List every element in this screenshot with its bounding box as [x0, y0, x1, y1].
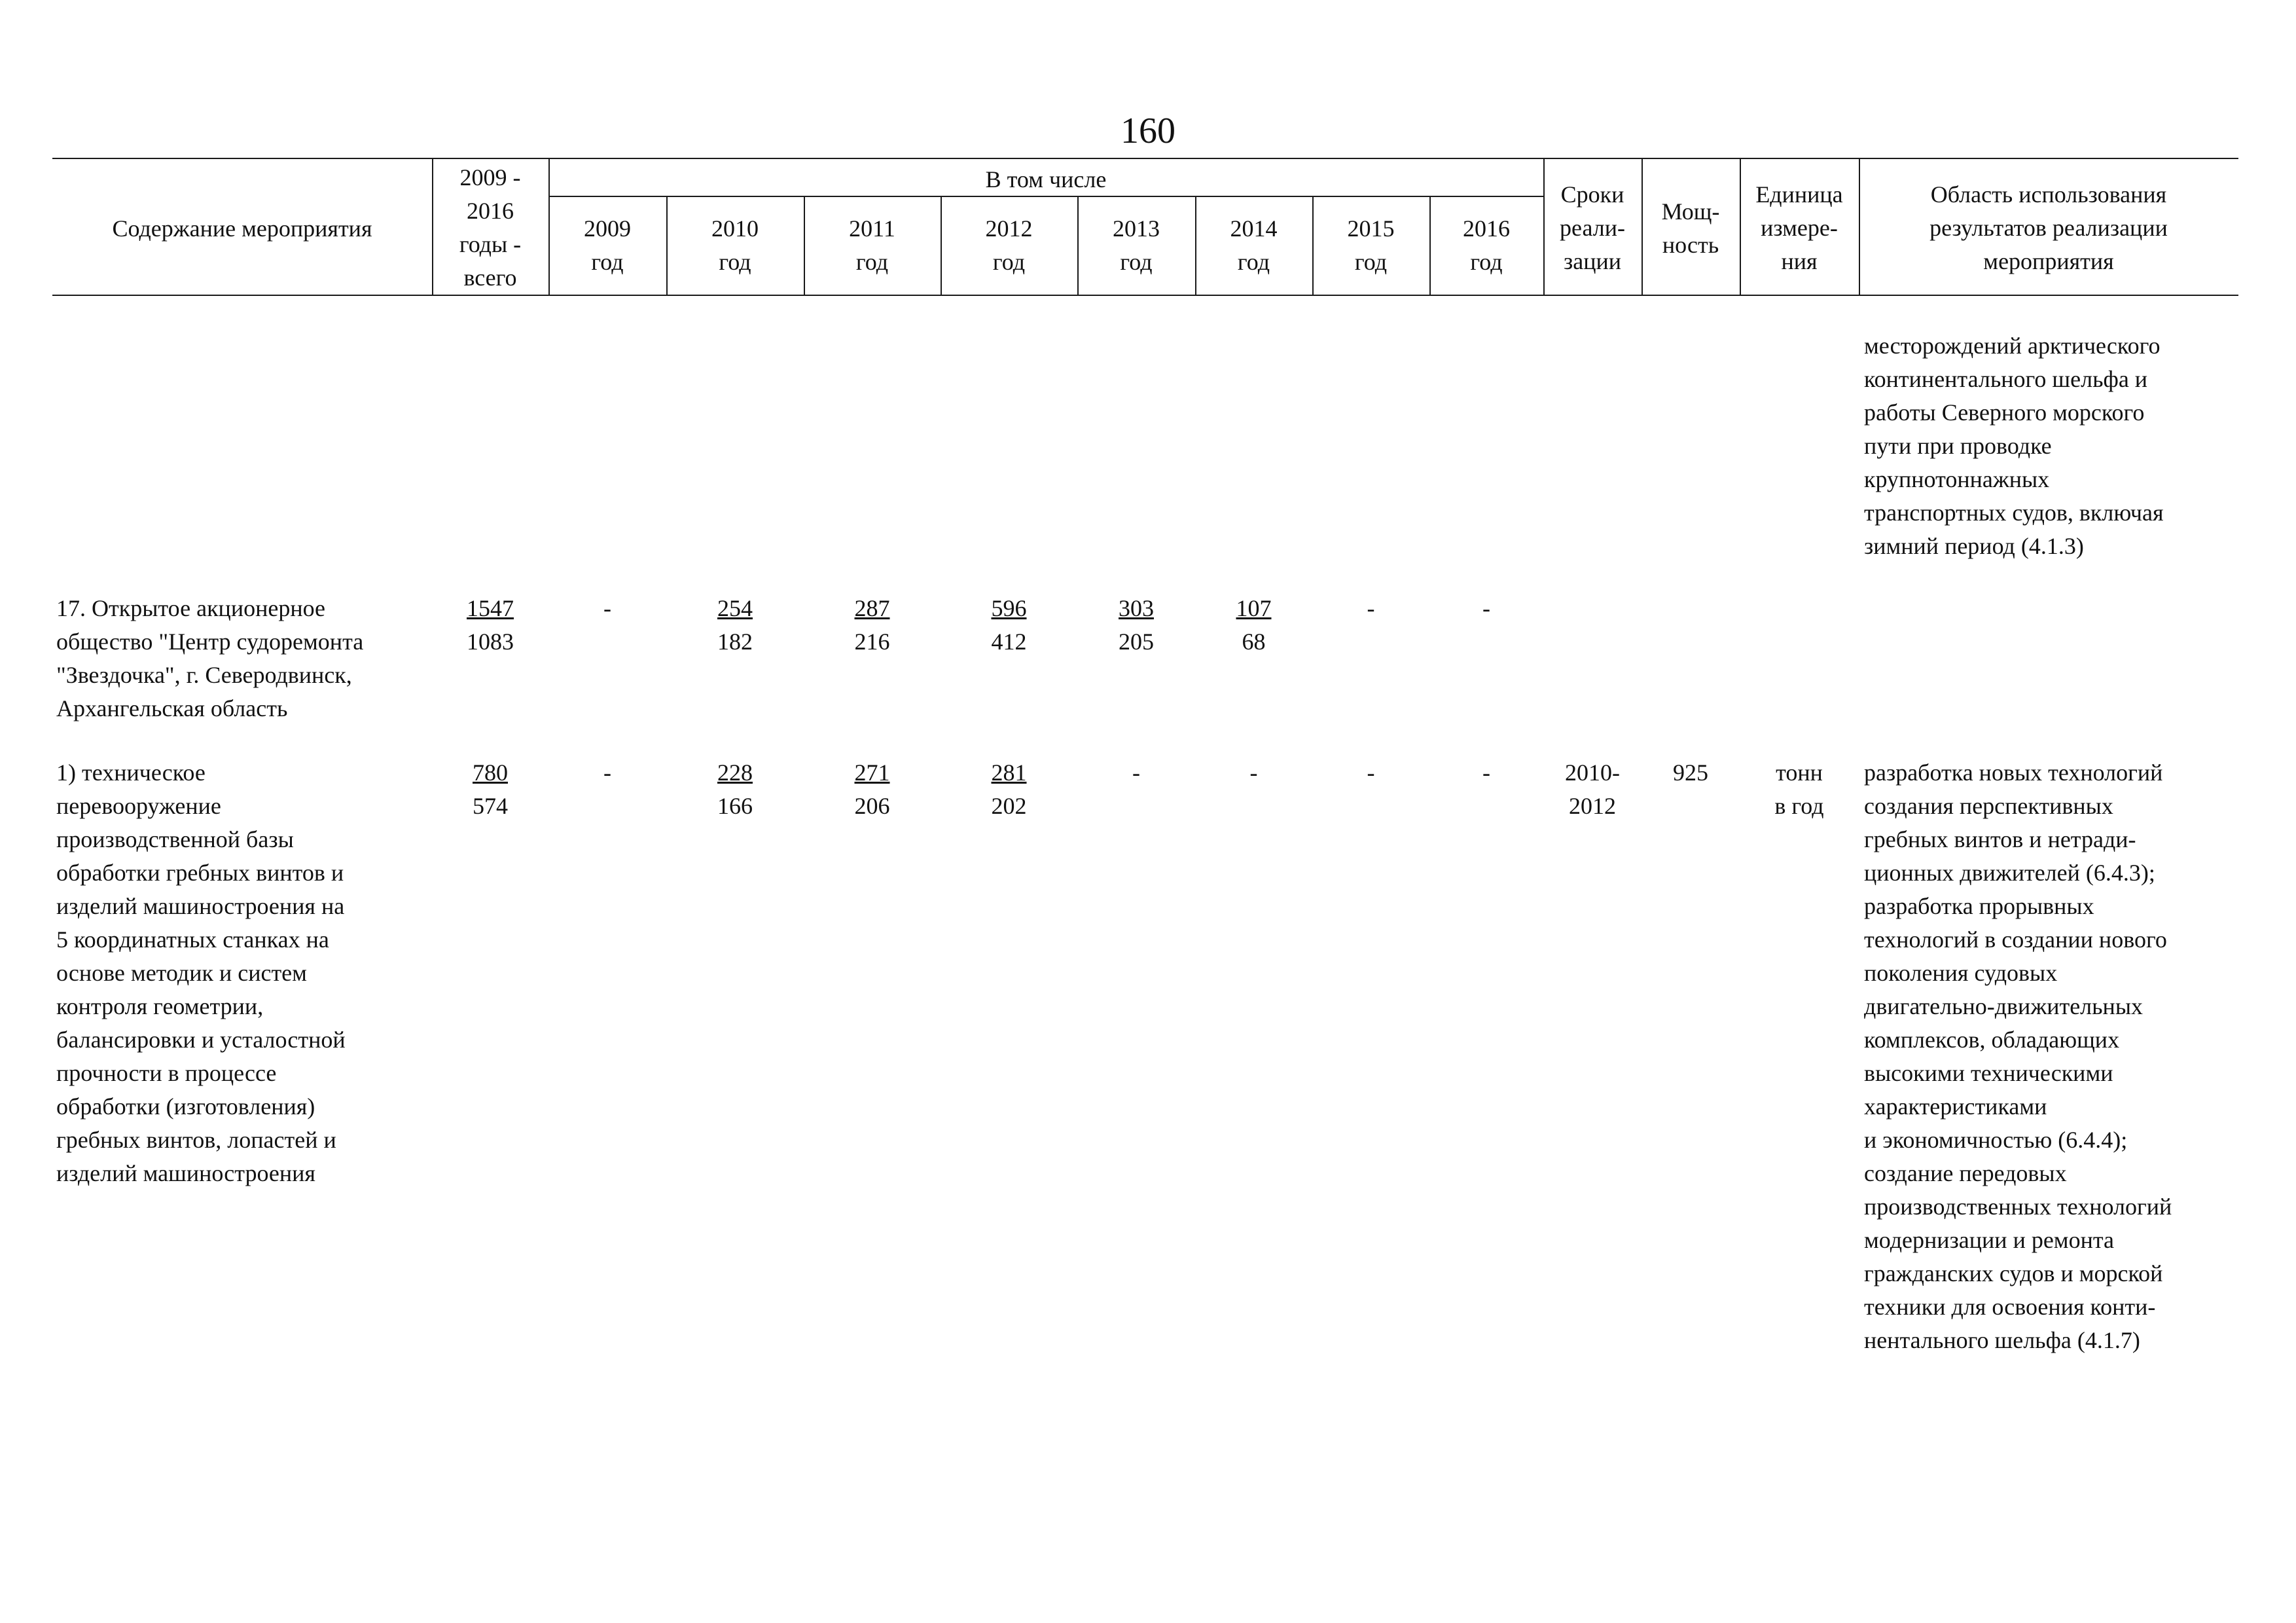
header-year-2015: 2015 год [1347, 215, 1395, 275]
header-year-2011: 2011 год [849, 215, 895, 275]
header-year-2010: 2010 год [711, 215, 759, 275]
header-year-2012: 2012 год [985, 215, 1033, 275]
item1-2011-top: 271 [854, 759, 890, 786]
row17-2012-bottom: 412 [991, 629, 1027, 655]
item1-2010-bottom: 166 [717, 793, 753, 819]
row17-2015: - [1367, 595, 1375, 621]
continuation-area-text: месторождений арктического континентального шельфа и работы Северного морского пути при проводке крупнотоннажных транспортных судов, включая зимний период (4.1.3) [1864, 333, 2164, 559]
row17-2011-bottom: 216 [854, 629, 890, 655]
item1-2010 [666, 756, 804, 823]
row17-2011-top: 287 [854, 595, 890, 621]
row17-2014-bottom: 68 [1242, 629, 1266, 655]
header-year-2009: 2009 год [584, 215, 631, 275]
row17-2012-top: 596 [991, 595, 1027, 621]
item1-content: 1) техническое перевооружение производственной базы обработки гребных винтов и изделий машиностроения на 5 координатных станках на основе методик и систем контроля геометрии, балансировки и усталостной прочности в процессе обработки (изготовления) гребных винтов, лопастей и изделий машиностроения [56, 759, 346, 1186]
header-area: Область использования результатов реализации мероприятия [1929, 181, 2168, 274]
item1-total-bottom: 574 [473, 793, 508, 819]
row17-content: 17. Открытое акционерное общество "Центр судоремонта "Звездочка", г. Северодвинск, Архангельская область [56, 595, 364, 721]
item1-2012-bottom: 202 [991, 793, 1027, 819]
row17-2010-bottom: 182 [717, 629, 753, 655]
row17-2016: - [1482, 595, 1490, 621]
row17-2010-top: 254 [717, 595, 753, 621]
header-content: Содержание мероприятия [112, 215, 372, 242]
item1-2012 [941, 756, 1077, 823]
item1-2016: - [1482, 759, 1490, 786]
row17-2009: - [603, 595, 611, 621]
row17-total-top: 1547 [467, 595, 514, 621]
row17-2010 [666, 592, 804, 659]
item1-2009: - [603, 759, 611, 786]
row17-2013 [1077, 592, 1195, 659]
item1-total-top: 780 [473, 759, 508, 786]
header-bottom-rule [52, 295, 2238, 296]
item1-power: 925 [1673, 759, 1708, 786]
header-year-2014: 2014 год [1230, 215, 1278, 275]
row17-2014 [1195, 592, 1312, 659]
header-terms: Сроки реали- зации [1560, 181, 1625, 274]
header-power: Мощ- ность [1661, 198, 1720, 258]
item1-area: разработка новых технологий создания перспективных гребных винтов и нетради- ционных движителей (6.4.3); разработка прорывных технологий в создании нового поколения судовых двигательно-движительных комплексов, обладающих высокими техническими характеристиками и экономичностью (6.4.4); создание передовых производственных технологий модернизации и ремонта гражданских судов и морской техники для освоения конти- нентального шельфа (4.1.7) [1864, 759, 2172, 1353]
item1-2015: - [1367, 759, 1375, 786]
item1-2013: - [1132, 759, 1140, 786]
item1-2011 [804, 756, 941, 823]
item1-2010-top: 228 [717, 759, 753, 786]
row17-2011 [804, 592, 941, 659]
header-year-2013: 2013 год [1113, 215, 1160, 275]
row17-total-bottom: 1083 [467, 629, 514, 655]
header-including: В том числе [985, 166, 1107, 192]
item1-total [432, 756, 548, 823]
page-number: 160 [1121, 111, 1175, 151]
row17-total [432, 592, 548, 659]
item1-terms: 2010- 2012 [1565, 759, 1620, 819]
item1-2014: - [1249, 759, 1258, 786]
header-unit: Единица измере- ния [1755, 181, 1843, 274]
row17-2013-top: 303 [1119, 595, 1154, 621]
header-total: 2009 - 2016 годы - всего [459, 164, 522, 291]
item1-2012-top: 281 [991, 759, 1027, 786]
row17-2014-top: 107 [1236, 595, 1272, 621]
header-year-2016: 2016 год [1463, 215, 1510, 275]
header-top-rule [52, 158, 2238, 159]
item1-2011-bottom: 206 [854, 793, 890, 819]
item1-unit: тонн в год [1774, 759, 1824, 819]
row17-2012 [941, 592, 1077, 659]
row17-2013-bottom: 205 [1119, 629, 1154, 655]
